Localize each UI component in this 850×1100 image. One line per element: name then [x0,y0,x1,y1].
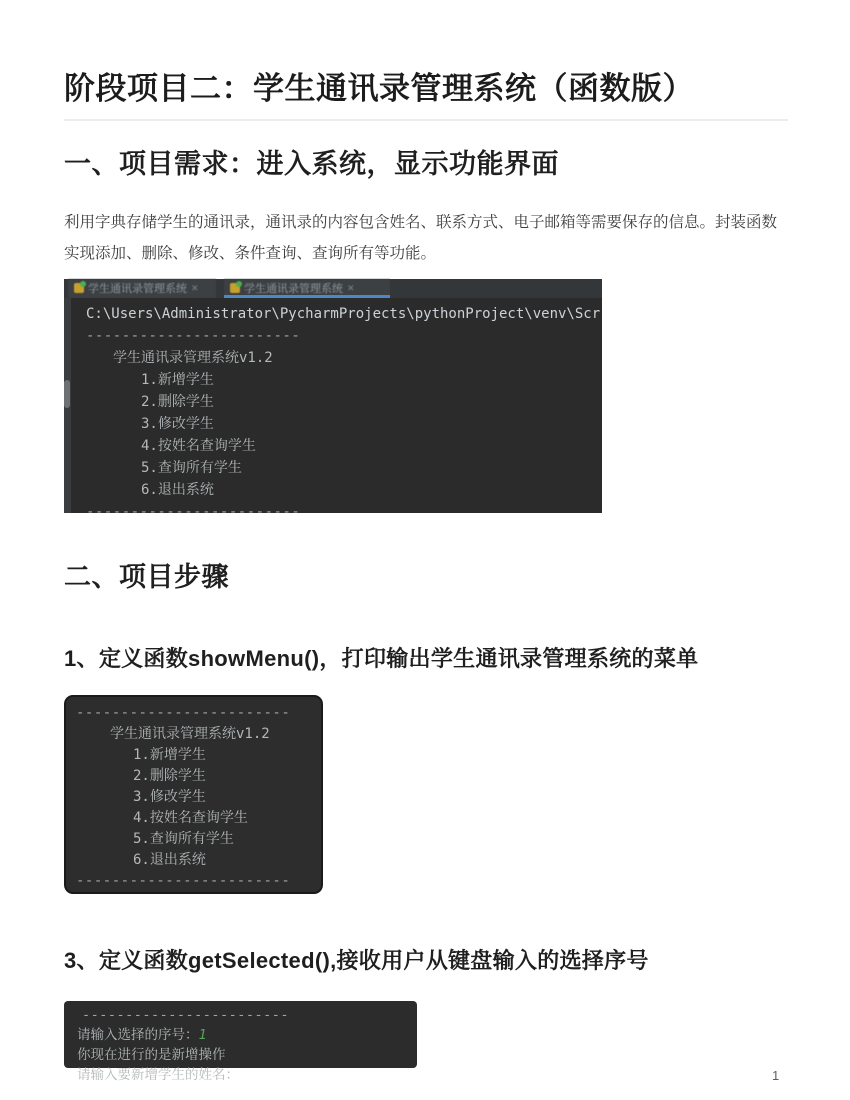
menu-item: 6.退出系统 [141,481,214,498]
menu-title: 学生通讯录管理系统v1.2 [113,349,273,366]
divider-line: ------------------------ [76,872,291,889]
console-text [66,697,321,892]
prompt-text: 请输入选择的序号： [77,1026,199,1043]
user-input-value[interactable]: 1 [198,1026,207,1043]
page-title: 阶段项目二：学生通讯录管理系统（函数版） [64,70,788,121]
run-tab-2-label: 学生通讯录管理系统 [244,283,343,296]
python-file-icon [74,283,84,293]
section-1-heading: 一、项目需求：进入系统，显示功能界面 [64,148,559,179]
menu-item: 2.删除学生 [141,393,214,410]
menu-item: 3.修改学生 [133,788,206,805]
menu-title: 学生通讯录管理系统v1.2 [110,725,270,742]
menu-item: 3.修改学生 [141,415,214,432]
clipped-prompt-line: 请输入要新增学生的姓名： [77,1066,239,1083]
section-2-heading: 二、项目步骤 [64,561,229,592]
console-text [64,298,602,523]
menu-item: 4.按姓名查询学生 [133,809,248,826]
console-screenshot-1 [64,279,602,520]
interpreter-path-line: C:\Users\Administrator\PycharmProjects\pythonProject\venv\Scr [86,305,601,322]
python-file-icon [230,283,240,293]
divider-line: ------------------------ [86,503,301,520]
console-output-area [64,298,602,520]
menu-item: 6.退出系统 [133,851,206,868]
menu-item: 1.新增学生 [141,371,214,388]
divider-line: ------------------------ [86,327,301,344]
run-tab-1-label: 学生通讯录管理系统 [88,283,187,296]
status-line: 你现在进行的是新增操作 [77,1046,226,1063]
divider-line: ------------------------ [76,704,291,721]
divider-line: ------------------------ [82,1006,290,1023]
section-1-body: 利用字典存储学生的通讯录，通讯录的内容包含姓名、联系方式、电子邮箱等需要保存的信息。封装函数实现添加、删除、修改、条件查询、查询所有等功能。 [64,213,778,262]
console-left-gutter [64,298,71,513]
scrollbar-thumb[interactable] [64,380,70,408]
run-tab-1[interactable] [68,279,216,298]
tab-close-icon[interactable]: ✕ [347,282,355,293]
console-screenshot-2 [64,695,323,894]
menu-item: 5.查询所有学生 [141,459,242,476]
step-1-heading: 1、定义函数showMenu()，打印输出学生通讯录管理系统的菜单 [64,645,699,671]
step-3-heading: 3、定义函数getSelected(),接收用户从键盘输入的选择序号 [64,947,649,973]
menu-item: 1.新增学生 [133,746,206,763]
menu-item: 2.删除学生 [133,767,206,784]
menu-item: 4.按姓名查询学生 [141,437,256,454]
console-text [64,1001,417,1085]
page-number: 1 [772,1068,780,1083]
input-prompt-line [77,1025,417,1045]
tab-close-icon[interactable]: ✕ [191,282,199,293]
menu-item: 5.查询所有学生 [133,830,234,847]
run-tab-bar [64,279,602,298]
document-content [64,0,788,1083]
console-screenshot-3 [64,1001,417,1083]
